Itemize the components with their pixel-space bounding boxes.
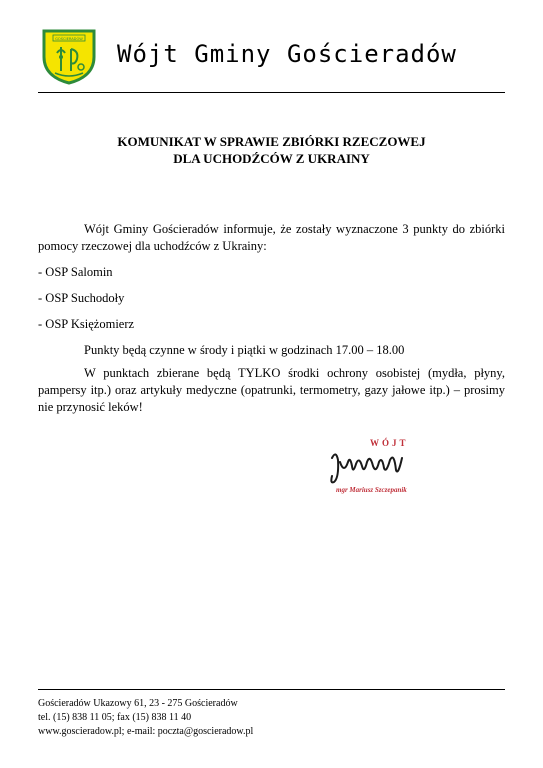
header-divider [38,92,505,93]
intro-paragraph: Wójt Gminy Gościeradów informuje, że zostały wyznaczone 3 punkty do zbiórki pomocy rzeczowej dla uchodźców z Ukrainy: [38,222,505,253]
footer-address: Gościeradów Ukazowy 61, 23 - 275 Gościeradów [38,698,238,709]
list-item: - OSP Suchodoły [38,291,125,305]
document-title-line-1: KOMUNIKAT W SPRAWIE ZBIÓRKI RZECZOWEJ [117,134,426,149]
collection-points-list [38,264,505,333]
signature-title: WÓJT [370,438,409,448]
list-item: - OSP Księżomierz [38,317,135,331]
footer-contact: www.goscieradow.pl; e-mail: poczta@goscieradow.pl [38,726,254,737]
crest-text: GOŚCIERADÓW [55,37,83,41]
hours-paragraph: Punkty będą czynne w środy i piątki w godzinach 17.00 – 18.00 [84,343,405,357]
list-item: - OSP Salomin [38,265,113,279]
page-title: Wójt Gminy Gościeradów [117,40,457,68]
document-title [38,133,505,167]
handwritten-signature [326,444,416,488]
items-paragraph: W punktach zbierane będą TYLKO środki ochrony osobistej (mydła, płyny, pampersy itp.) oraz artykuły medyczne (opatrunki, termometry, gazy jałowe itp.) – prosimy nie przynosić leków! [38,366,505,414]
footer [38,697,253,739]
signature-stamp [326,438,486,502]
municipality-crest-icon [41,27,97,85]
letterhead [0,0,543,96]
footer-phone: tel. (15) 838 11 05; fax (15) 838 11 40 [38,712,192,723]
document-title-line-2: DLA UCHODŹCÓW Z UKRAINY [173,151,370,166]
signature-name: mgr Mariusz Szczepanik [336,486,407,494]
footer-divider [38,689,505,690]
document-body [38,221,505,416]
